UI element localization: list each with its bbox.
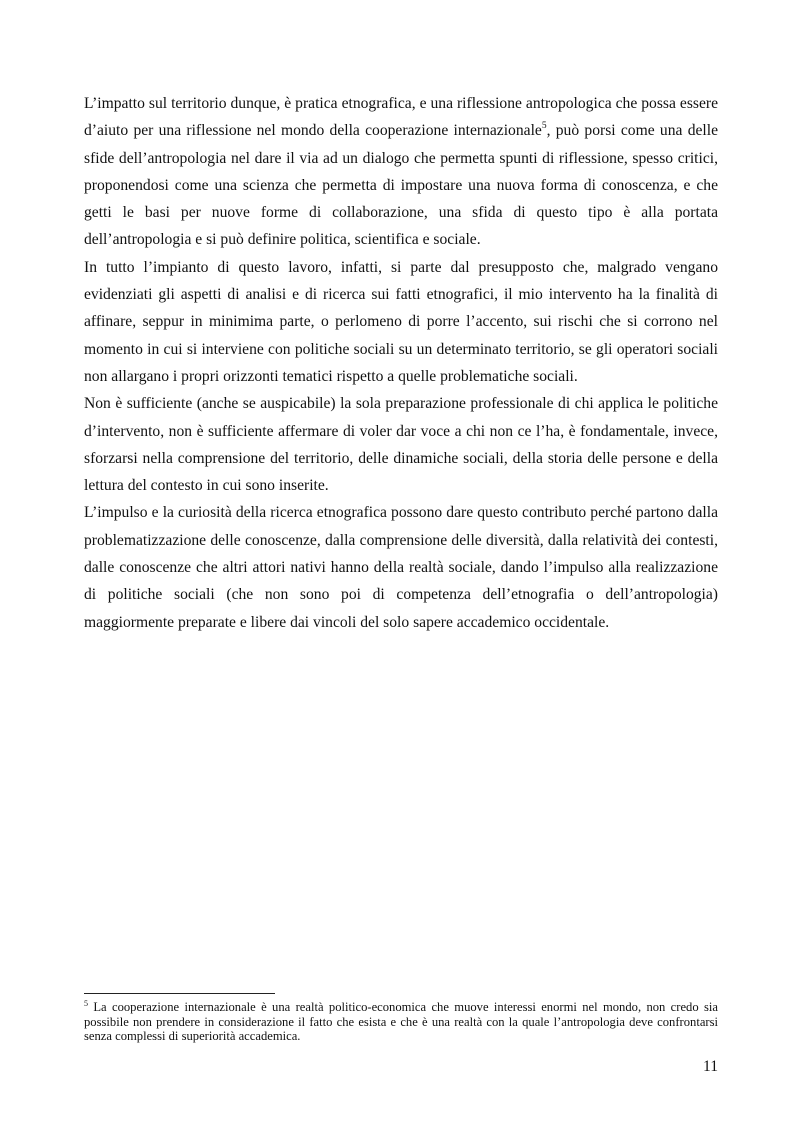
footnote-reference[interactable]: 5 (541, 121, 547, 132)
footnote (84, 1000, 718, 1044)
page-number: 11 (702, 1058, 718, 1075)
paragraph-3: Non è sufficiente (anche se auspicabile) la sola preparazione professionale di chi applica le politiche d’intervento, non è sufficiente affermare di voler dar voce a chi non ce l’ha, è fondamentale, invece, sforzarsi nella comprensione del territorio, delle dinamiche sociali, della storia delle persone e della lettura del contesto in cui sono inserite. (84, 395, 718, 495)
paragraph-1 (84, 90, 718, 254)
paragraph-4: L’impulso e la curiosità della ricerca etnografica possono dare questo contributo perché partono dalla problematizzazione delle conoscenze, dalla comprensione delle diversità, dalla relatività dei contesti, dalle conoscenze che altri attori nativi hanno della realtà sociale, dando l’impulso alla realizzazione di politiche sociali (che non sono poi di competenza dell’etnografia o dell’antropologia) maggiormente preparate e libere dai vincoli del solo sapere accademico occidentale. (84, 504, 718, 631)
paragraph-2: In tutto l’impianto di questo lavoro, infatti, si parte dal presupposto che, malgrado vengano evidenziati gli aspetti di analisi e di ricerca sui fatti etnografici, il mio intervento ha la finalità di affinare, seppur in minimima parte, o perlomeno di porre l’accento, sui rischi che si corrono nel momento in cui si interviene con politiche sociali su un determinato territorio, se gli operatori sociali non allargano i propri orizzonti tematici rispetto a quelle problematiche sociali. (84, 258, 718, 385)
paragraph-1-text-before-ref: L’impatto sul territorio dunque, è pratica etnografica, e una riflessione antropologica che possa essere d’aiuto per una riflessione nel mondo della cooperazione internazionale (84, 95, 718, 140)
body-text (84, 90, 718, 636)
footnote-text: La cooperazione internazionale è una realtà politico-economica che muove interessi enormi nel mondo, non credo sia possibile non prendere in considerazione il fatto che esista e che è una realtà con la quale l’antropologia deve confrontarsi senza complessi di superiorità accademica. (84, 1000, 718, 1044)
paragraph-1-text-after-ref: , può porsi come una delle sfide dell’antropologia nel dare il via ad un dialogo che permetta spunti di riflessione, spesso critici, proponendosi come una scienza che permetta di impostare una nuova forma di conoscenza, e che getti le basi per nuove forme di collaborazione, una sfida di questo tipo è alla portata dell’antropologia e si può definire politica, scientifica e sociale. (84, 122, 718, 249)
footnote-separator (84, 993, 275, 994)
footnote-marker: 5 (84, 999, 88, 1008)
